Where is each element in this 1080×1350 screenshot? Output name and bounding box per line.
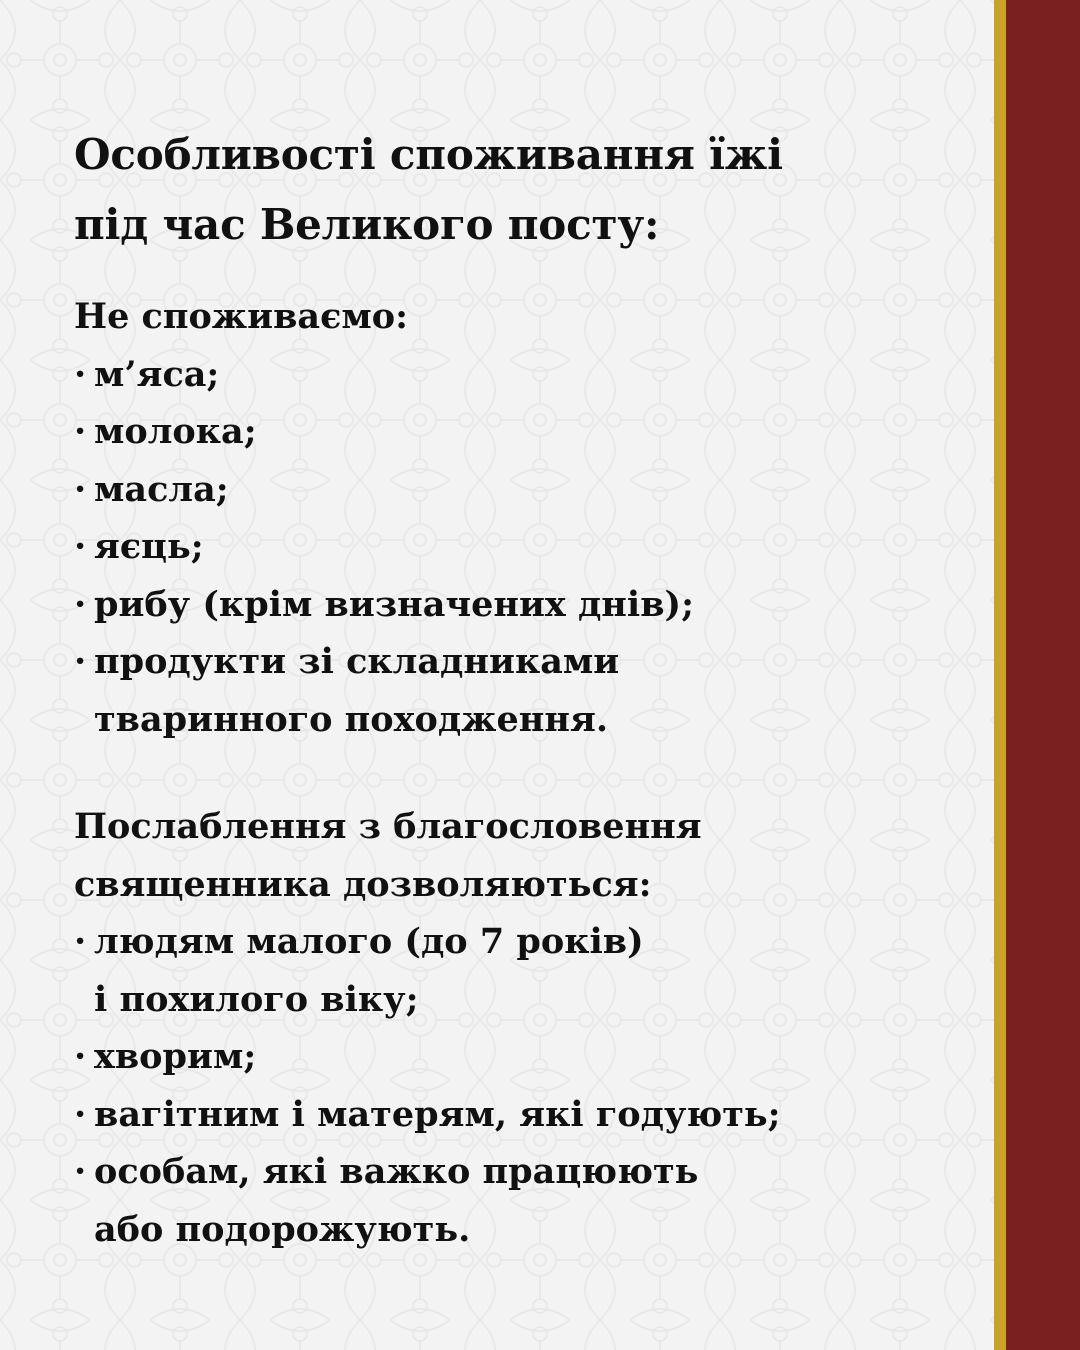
title-line: під час Великого посту: bbox=[74, 200, 660, 249]
list-item bbox=[74, 518, 954, 576]
list-item bbox=[74, 403, 954, 461]
list-item-text: особам, які важко працюють bbox=[94, 1151, 699, 1192]
list-item bbox=[74, 1028, 954, 1086]
section-heading: священника дозволяються: bbox=[74, 863, 652, 905]
relaxations-list bbox=[74, 913, 954, 1258]
section-heading: Не споживаємо: bbox=[74, 296, 409, 337]
list-item bbox=[74, 913, 954, 1028]
bullet: · bbox=[74, 921, 87, 962]
list-item bbox=[74, 576, 954, 634]
list-item-text: людям малого (до 7 років) bbox=[94, 921, 644, 962]
list-item-text: рибу (крім визначених днів); bbox=[94, 583, 695, 625]
list-item-text: хворим; bbox=[94, 1036, 257, 1077]
list-item bbox=[74, 461, 954, 519]
list-item-text: продукти зі складниками bbox=[94, 641, 620, 682]
list-item-continuation: і похилого віку; bbox=[94, 978, 419, 1020]
list-item bbox=[74, 346, 954, 404]
not-consumed-list bbox=[74, 346, 954, 749]
bullet: · bbox=[74, 1036, 87, 1077]
bullet: · bbox=[74, 641, 87, 682]
list-item-text: вагітним і матерям, які годують; bbox=[94, 1093, 781, 1135]
list-item bbox=[74, 1086, 954, 1144]
bullet: · bbox=[74, 411, 87, 452]
list-item-text: молока; bbox=[94, 411, 257, 452]
title-line: Особливості споживання їжі bbox=[74, 130, 783, 179]
page-title bbox=[74, 120, 954, 260]
bullet: · bbox=[74, 353, 87, 395]
list-item bbox=[74, 1143, 954, 1258]
bullet: · bbox=[74, 526, 87, 567]
list-item-text: м’яса; bbox=[94, 353, 220, 395]
list-item-continuation: або подорожують. bbox=[94, 1208, 471, 1250]
bullet: · bbox=[74, 583, 87, 625]
list-item-text: яєць; bbox=[94, 526, 204, 567]
bullet: · bbox=[74, 1093, 87, 1135]
main-content bbox=[74, 120, 954, 1258]
list-item bbox=[74, 633, 954, 748]
section-not-consumed bbox=[74, 288, 954, 748]
section-heading: Послаблення з благословення bbox=[74, 806, 702, 847]
gold-accent-stripe bbox=[994, 0, 1006, 1350]
red-side-panel bbox=[1006, 0, 1080, 1350]
section-relaxations bbox=[74, 798, 954, 1258]
list-item-continuation: тваринного походження. bbox=[94, 698, 609, 740]
list-item-text: масла; bbox=[94, 468, 229, 510]
bullet: · bbox=[74, 1151, 87, 1192]
bullet: · bbox=[74, 468, 87, 510]
